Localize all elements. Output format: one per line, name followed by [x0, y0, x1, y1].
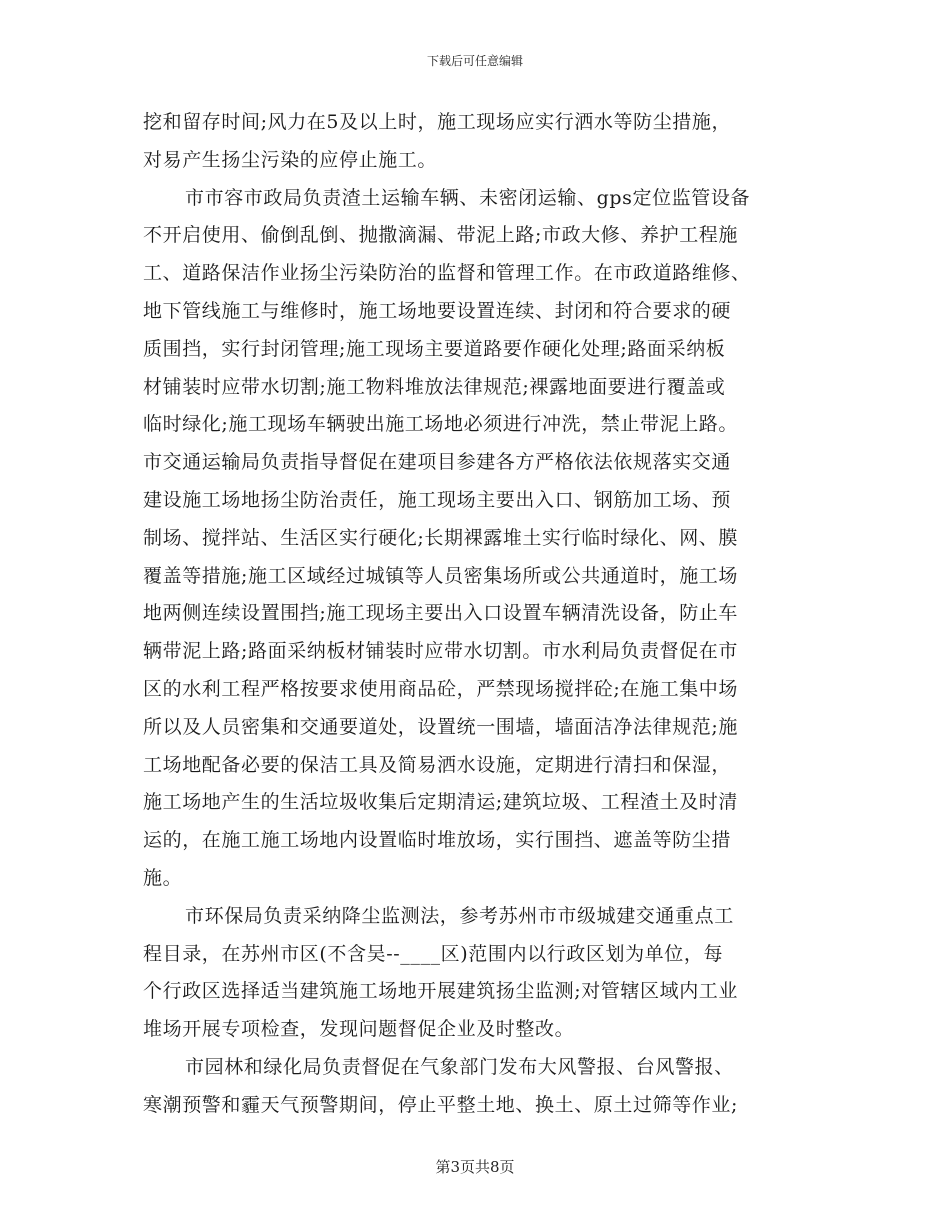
page-header: 下载后可任意编辑 — [426, 54, 523, 68]
text-line: 材铺装时应带水切割;施工物料堆放法律规范;裸露地面要进行覆盖或 — [143, 375, 726, 398]
text-line: 运的，在施工施工场地内设置临时堆放场，实行围挡、遮盖等防尘措 — [143, 829, 732, 852]
text-line: 建设施工场地扬尘防治责任，施工现场主要出入口、钢筋加工场、预 — [143, 488, 732, 511]
text-line: 市环保局负责采纳降尘监测法，参考苏州市市级城建交通重点工 — [185, 904, 734, 927]
text-line: 程目录，在苏州市区(不含吴--____区)范围内以行政区划为单位，每 — [143, 942, 724, 965]
page-footer: 第3页共8页 — [435, 1158, 515, 1176]
text-line: 寒潮预警和霾天气预警期间，停止平整土地、换土、原土过筛等作业; — [143, 1093, 739, 1116]
document-body — [143, 104, 815, 1125]
text-line: 市交通运输局负责指导督促在建项目参建各方严格依法依规落实交通 — [143, 451, 732, 474]
text-line: 对易产生扬尘污染的应停止施工。 — [143, 148, 438, 171]
text-line: 挖和留存时间;风力在5及以上时，施工现场应实行洒水等防尘措施， — [143, 111, 732, 133]
text-line: 不开启使用、偷倒乱倒、抛撒滴漏、带泥上路;市政大修、养护工程施 — [143, 224, 739, 247]
text-line: 施工场地产生的生活垃圾收集后定期清运;建筑垃圾、工程渣土及时清 — [143, 791, 739, 814]
text-line: 覆盖等措施;施工区域经过城镇等人员密集场所或公共通道时，施工场 — [143, 564, 739, 587]
text-line: 所以及人员密集和交通要道处，设置统一围墙，墙面洁净法律规范;施 — [143, 715, 739, 738]
text-line: 制场、搅拌站、生活区实行硬化;长期裸露堆土实行临时绿化、网、膜 — [143, 526, 739, 549]
text-line: 堆场开展专项检查，发现问题督促企业及时整改。 — [143, 1018, 575, 1041]
text-line: 辆带泥上路;路面采纳板材铺装时应带水切割。市水利局负责督促在市 — [143, 640, 739, 663]
text-line: 地下管线施工与维修时，施工场地要设置连续、封闭和符合要求的硬 — [143, 299, 732, 322]
text-line: 市园林和绿化局负责督促在气象部门发布大风警报、台风警报、 — [185, 1055, 734, 1078]
text-line: 临时绿化;施工现场车辆驶出施工场地必须进行冲洗，禁止带泥上路。 — [143, 413, 739, 436]
text-line: 个行政区选择适当建筑施工场地开展建筑扬尘监测;对管辖区域内工业 — [143, 980, 739, 1003]
text-line: 地两侧连续设置围挡;施工现场主要出入口设置车辆清洗设备，防止车 — [143, 602, 739, 625]
text-line: 工场地配备必要的保洁工具及简易洒水设施，定期进行清扫和保湿， — [143, 753, 732, 776]
text-line: 市市容市政局负责渣土运输车辆、未密闭运输、gps定位监管设备 — [185, 186, 751, 209]
text-line: 质围挡，实行封闭管理;施工现场主要道路要作硬化处理;路面采纳板 — [143, 337, 726, 360]
text-line: 施。 — [143, 866, 183, 889]
text-line: 区的水利工程严格按要求使用商品砼，严禁现场搅拌砼;在施工集中场 — [143, 677, 739, 700]
text-line: 工、道路保洁作业扬尘污染防治的监督和管理工作。在市政道路维修、 — [143, 262, 751, 285]
